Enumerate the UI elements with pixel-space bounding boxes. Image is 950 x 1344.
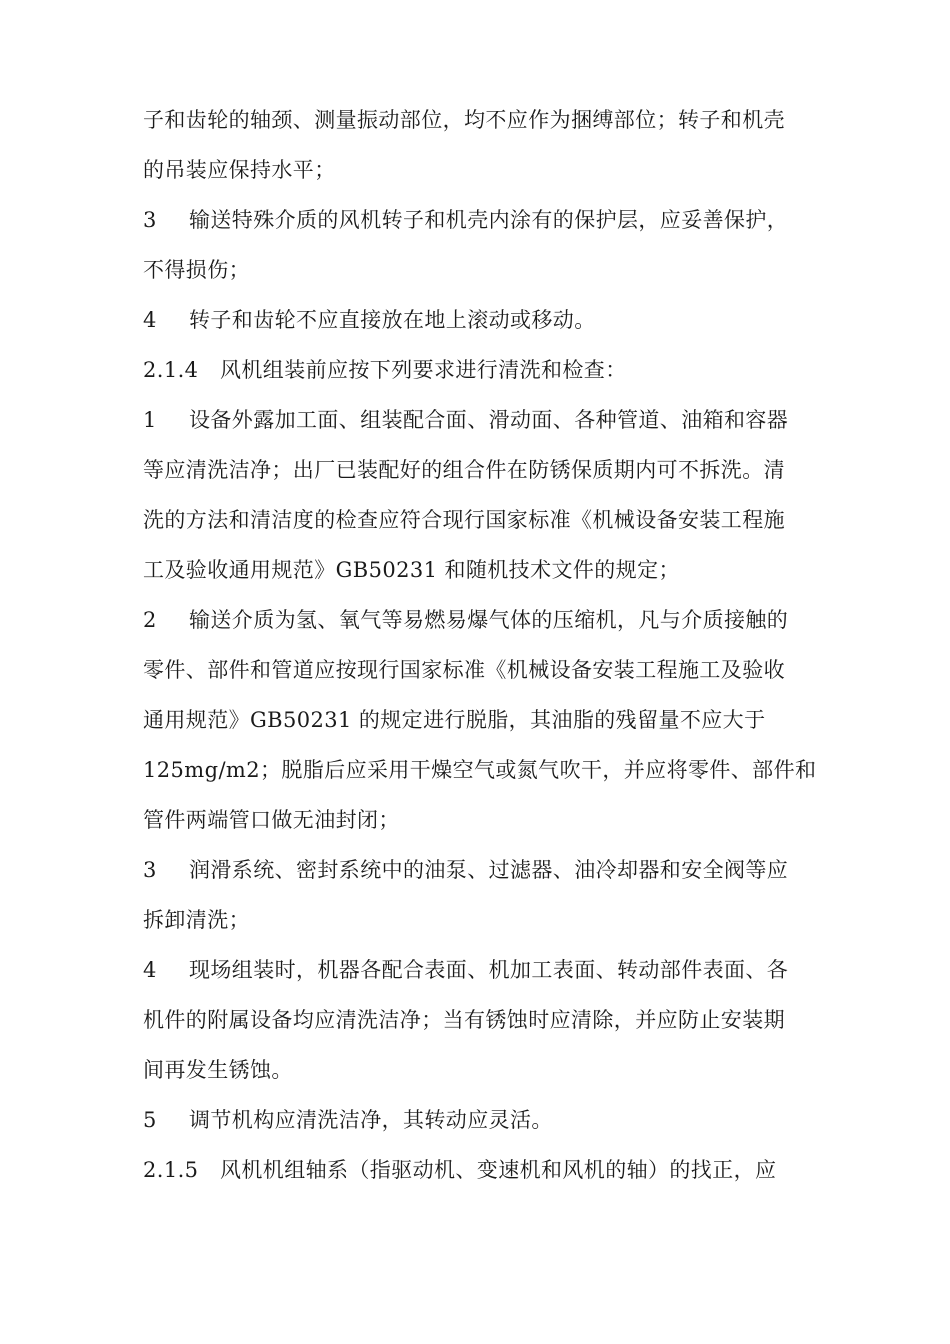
list-item xyxy=(143,605,833,635)
item-number: 3 xyxy=(143,208,157,232)
section-heading xyxy=(143,1155,833,1185)
text-line: 的吊装应保持水平； xyxy=(143,158,336,182)
section-number: 2.1.4 xyxy=(143,358,199,382)
item-number: 4 xyxy=(143,958,157,982)
section-text: 风机机组轴系（指驱动机、变速机和风机的轴）的找正，应 xyxy=(220,1158,777,1182)
text-line: 等应清洗洁净；出厂已装配好的组合件在防锈保质期内可不拆洗。清 xyxy=(143,458,785,482)
text-line: 零件、部件和管道应按现行国家标准《机械设备安装工程施工及验收 xyxy=(143,658,785,682)
list-item xyxy=(143,955,833,985)
text-line: 机件的附属设备均应清洗洁净；当有锈蚀时应清除，并应防止安装期 xyxy=(143,1008,785,1032)
text-line: 间再发生锈蚀。 xyxy=(143,1058,293,1082)
text-line: 子和齿轮的轴颈、测量振动部位，均不应作为捆缚部位；转子和机壳 xyxy=(143,108,785,132)
item-text: 润滑系统、密封系统中的油泵、过滤器、油冷却器和安全阀等应 xyxy=(189,858,789,882)
list-item xyxy=(143,205,833,235)
item-number: 3 xyxy=(143,858,157,882)
section-number: 2.1.5 xyxy=(143,1158,199,1182)
item-number: 5 xyxy=(143,1108,157,1132)
text-line: 通用规范》GB50231 的规定进行脱脂，其油脂的残留量不应大于 xyxy=(143,708,766,732)
item-text: 调节机构应清洗洁净，其转动应灵活。 xyxy=(189,1108,553,1132)
section-heading xyxy=(143,355,833,385)
list-item xyxy=(143,405,833,435)
item-text: 输送特殊介质的风机转子和机壳内涂有的保护层，应妥善保护， xyxy=(189,208,789,232)
list-item xyxy=(143,1105,833,1135)
list-item xyxy=(143,305,833,335)
text-line: 洗的方法和清洁度的检查应符合现行国家标准《机械设备安装工程施 xyxy=(143,508,785,532)
text-line: 拆卸清洗； xyxy=(143,908,250,932)
item-text: 设备外露加工面、组装配合面、滑动面、各种管道、油箱和容器 xyxy=(189,408,789,432)
section-text: 风机组装前应按下列要求进行清洗和检查： xyxy=(220,358,627,382)
text-line: 不得损伤； xyxy=(143,258,250,282)
item-number: 4 xyxy=(143,308,157,332)
item-text: 现场组装时，机器各配合表面、机加工表面、转动部件表面、各 xyxy=(189,958,789,982)
item-text: 输送介质为氢、氧气等易燃易爆气体的压缩机，凡与介质接触的 xyxy=(189,608,789,632)
text-line: 管件两端管口做无油封闭； xyxy=(143,808,400,832)
item-number: 2 xyxy=(143,608,157,632)
text-line: 125mg/m2；脱脂后应采用干燥空气或氮气吹干，并应将零件、部件和 xyxy=(143,758,817,782)
text-line: 工及验收通用规范》GB50231 和随机技术文件的规定； xyxy=(143,558,680,582)
list-item xyxy=(143,855,833,885)
item-number: 1 xyxy=(143,408,157,432)
item-text: 转子和齿轮不应直接放在地上滚动或移动。 xyxy=(189,308,596,332)
